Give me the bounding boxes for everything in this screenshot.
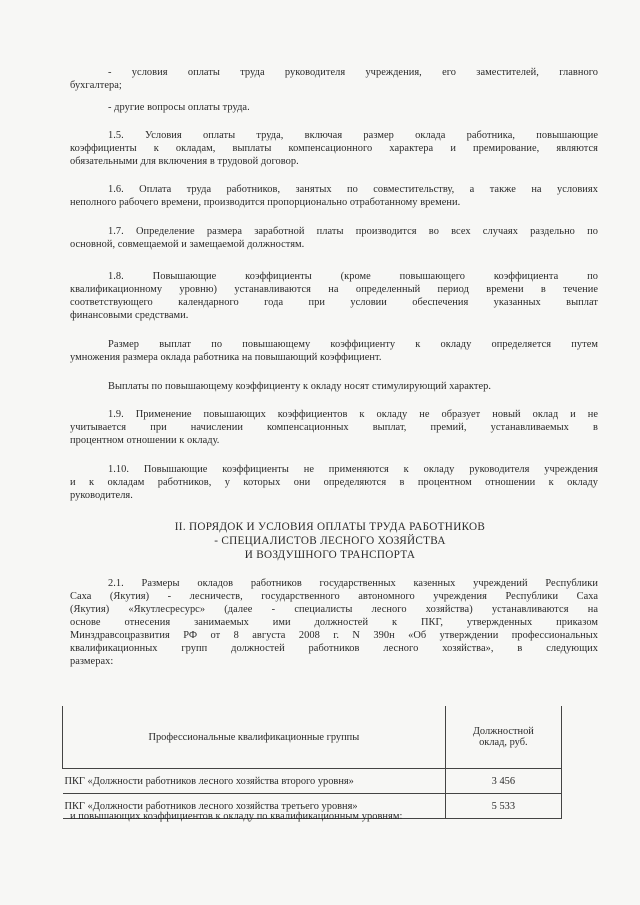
paragraph-line: и к окладам работников, у которых они определяются в процентном отношении к окладу	[70, 477, 598, 488]
section-heading: И ВОЗДУШНОГО ТРАНСПОРТА	[244, 549, 416, 561]
paragraph-line: бухгалтера;	[70, 80, 122, 91]
paragraph-line: неполного рабочего времени, производится пропорционально отработанному времени.	[70, 197, 461, 208]
table-cell-group: ПКГ «Должности работников лесного хозяйства второго уровня»	[63, 769, 446, 794]
paragraph-line: квалификационных групп должностей работников лесного хозяйства», в следующих	[70, 643, 598, 654]
paragraph-line: руководителя.	[70, 490, 133, 501]
paragraph-line: Размер выплат по повышающему коэффициенту к окладу определяется путем	[108, 339, 598, 350]
paragraph-line: квалификационному уровню) устанавливаются на определенный период времени в течение	[70, 284, 598, 295]
paragraph-line: Минздравсоцразвития РФ от 8 августа 2008 г. N 390н «Об утверждении профессиональных	[70, 630, 598, 641]
paragraph-line: 2.1. Размеры окладов работников государственных казенных учреждений Республики	[108, 578, 598, 589]
paragraph-line: 1.7. Определение размера заработной платы производится во всех случаях раздельно по	[108, 226, 598, 237]
column-header-group: Профессиональные квалификационные группы	[63, 706, 446, 769]
paragraph-line: умножения размера оклада работника на повышающий коэффициент.	[70, 352, 382, 363]
paragraph-line: 1.5. Условия оплаты труда, включая размер оклада работника, повышающие	[108, 130, 598, 141]
column-header-salary-line: Должностной	[472, 726, 534, 737]
paragraph-line: учитывается при начислении компенсационных выплат, премий, устанавливаемых в	[70, 422, 598, 433]
paragraph-line: - условия оплаты труда руководителя учреждения, его заместителей, главного	[108, 67, 598, 78]
paragraph-line: коэффициенты к окладам, выплаты компенсационного характера и премирование, являются	[70, 143, 598, 154]
paragraph-line: 1.9. Применение повышающих коэффициентов к окладу не образует новый оклад и не	[108, 409, 598, 420]
paragraph-line: и повышающих коэффициентов к окладу по квалификационным уровням:	[70, 811, 403, 822]
paragraph-line: процентном отношении к окладу.	[70, 435, 220, 446]
paragraph-line: обязательными для включения в трудовой договор.	[70, 156, 299, 167]
paragraph-line: 1.6. Оплата труда работников, занятых по совместительству, а также на условиях	[108, 184, 598, 195]
section-heading: - СПЕЦИАЛИСТОВ ЛЕСНОГО ХОЗЯЙСТВА	[214, 535, 446, 547]
table-cell-group: ПКГ «Должности работников лесного хозяйства третьего уровня»	[63, 794, 446, 819]
table-header-row	[63, 706, 562, 769]
paragraph-line: соответствующего календарного года при условии обеспечения указанных выплат	[70, 297, 598, 308]
paragraph-line: финансовыми средствами.	[70, 310, 189, 321]
table-row	[63, 769, 562, 794]
table-cell-salary: 3 456	[445, 769, 561, 794]
paragraph-line: Выплаты по повышающему коэффициенту к окладу носят стимулирующий характер.	[108, 381, 492, 392]
paragraph-line: - другие вопросы оплаты труда.	[108, 102, 250, 113]
paragraph-line: 1.8. Повышающие коэффициенты (кроме повышающего коэффициента по	[108, 271, 598, 282]
paragraph-line: основе отнесения занимаемых ими должностей к ПКГ, утвержденных приказом	[70, 617, 598, 628]
salary-table	[62, 706, 562, 819]
column-header-salary	[445, 706, 561, 769]
paragraph-line: Саха (Якутия) - лесничеств, государственного автономного учреждения Республики Саха	[70, 591, 598, 602]
paragraph-line: 1.10. Повышающие коэффициенты не применяются к окладу руководителя учреждения	[108, 464, 598, 475]
paragraph-line: размерах:	[70, 656, 114, 667]
paragraph-line: основной, совмещаемой и замещаемой должностям.	[70, 239, 305, 250]
table-cell-salary: 5 533	[445, 794, 561, 819]
section-heading: II. ПОРЯДОК И УСЛОВИЯ ОПЛАТЫ ТРУДА РАБОТНИКОВ	[174, 521, 486, 533]
paragraph-line: (Якутия) «Якутлесресурс» (далее - специалисты лесного хозяйства) устанавливаются на	[70, 604, 598, 615]
column-header-salary-line: оклад, руб.	[479, 737, 528, 748]
